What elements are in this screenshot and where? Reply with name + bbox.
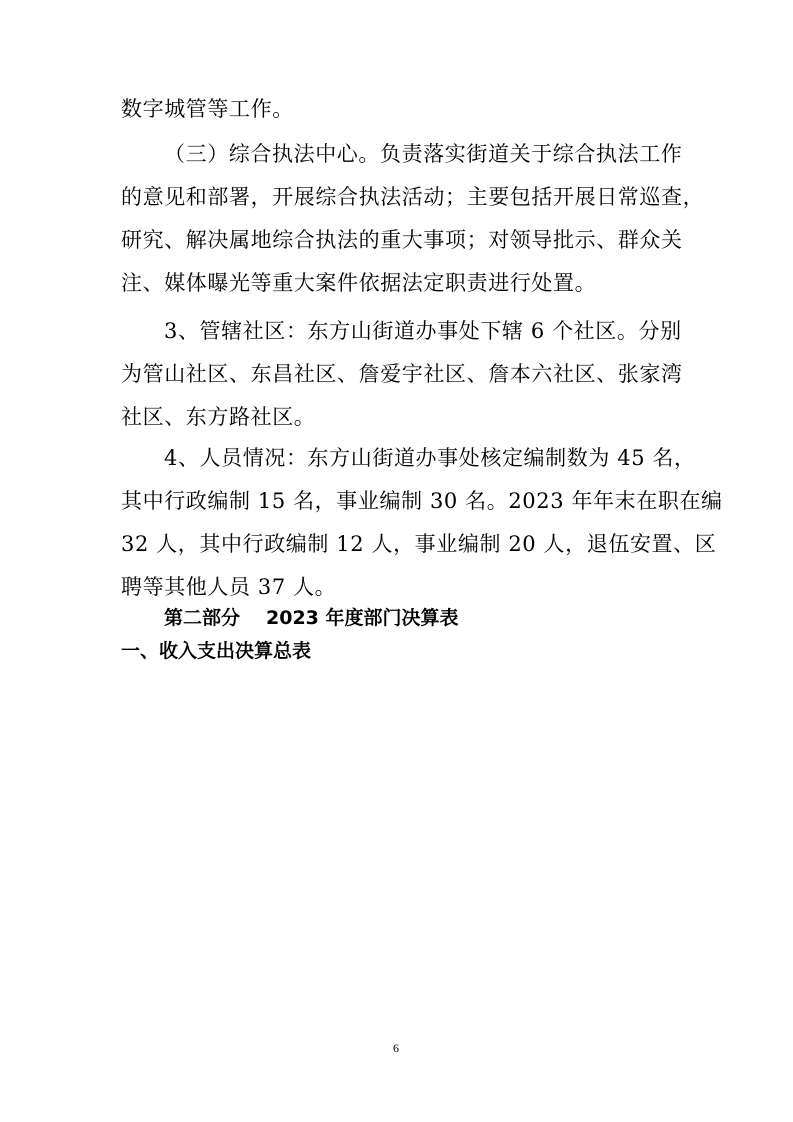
body-line-7: 为管山社区、东昌社区、詹爱宇社区、詹本六社区、张家湾: [121, 362, 683, 386]
body-line-11: 32 人，其中行政编制 12 人，事业编制 20 人，退伍安置、区: [121, 532, 717, 556]
body-line-8: 社区、东方路社区。: [121, 405, 316, 429]
part-heading-title: 2023 年度部门决算表: [266, 607, 459, 629]
body-line-12: 聘等其他人员 37 人。: [121, 575, 337, 599]
part-heading-label: 第二部分: [164, 607, 241, 629]
section-heading: 一、收入支出决算总表: [121, 640, 312, 662]
body-line-3: 的意见和部署，开展综合执法活动；主要包括开展日常巡查，: [121, 185, 705, 209]
body-line-10: 其中行政编制 15 名，事业编制 30 名。2023 年年末在职在编: [121, 489, 723, 513]
page-number: 6: [393, 1041, 399, 1055]
part-heading: [164, 606, 459, 630]
body-line-5: 注、媒体曝光等重大案件依据法定职责进行处置。: [121, 271, 597, 295]
body-line-6: 3、管辖社区：东方山街道办事处下辖 6 个社区。分别: [164, 319, 682, 343]
body-line-1: 数字城管等工作。: [121, 97, 294, 121]
body-line-9: 4、人员情况：东方山街道办事处核定编制数为 45 名，: [164, 446, 696, 470]
body-line-2: （三）综合执法中心。负责落实街道关于综合执法工作: [164, 142, 683, 166]
body-line-4: 研究、解决属地综合执法的重大事项；对领导批示、群众关: [121, 228, 683, 252]
